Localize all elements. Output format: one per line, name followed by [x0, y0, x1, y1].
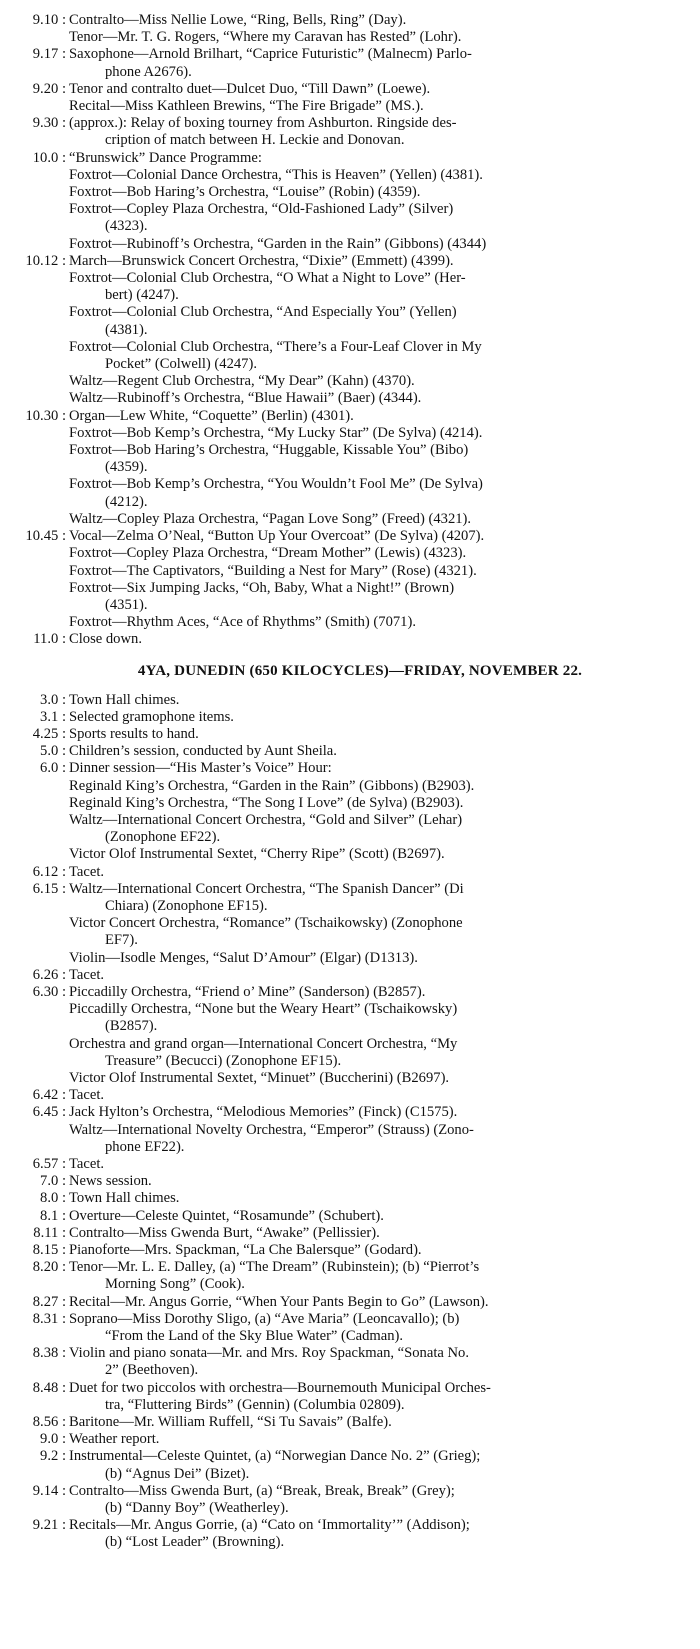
entry-text-line: 2” (Beethoven). — [105, 1362, 199, 1379]
entry-text-line: Overture—Celeste Quintet, “Rosamunde” (Schubert). — [69, 1207, 384, 1224]
entry-text-line: Foxtrot—Bob Kemp’s Orchestra, “My Lucky Star” (De Sylva) (4214). — [69, 424, 483, 441]
entry-text-line: Tacet. — [69, 863, 105, 880]
programme-entry — [0, 563, 700, 580]
programme-entry — [0, 1001, 700, 1035]
entry-text-line: Tenor—Mr. T. G. Rogers, “Where my Caravan has Rested” (Lohr). — [69, 29, 462, 46]
entry-text-line: Jack Hylton’s Orchestra, “Melodious Memories” (Finck) (C1575). — [69, 1104, 458, 1121]
programme-entry — [0, 373, 700, 390]
entry-time: 9.0 : — [40, 1431, 66, 1448]
entry-text-line: Town Hall chimes. — [69, 691, 180, 708]
entry-text-line: cription of match between H. Leckie and Donovan. — [105, 132, 405, 149]
entry-text-line: (b) “Agnus Dei” (Bizet). — [105, 1465, 250, 1482]
programme-entry — [0, 760, 700, 777]
entry-text-line: Violin and piano sonata—Mr. and Mrs. Roy Spackman, “Sonata No. — [69, 1345, 469, 1362]
entry-time: 10.30 : — [25, 407, 66, 424]
entry-text-line: Foxtrot—Copley Plaza Orchestra, “Old-Fashioned Lady” (Silver) — [69, 201, 454, 218]
entry-text-line: Reginald King’s Orchestra, “Garden in the Rain” (Gibbons) (B2903). — [69, 777, 475, 794]
programme-entry — [0, 425, 700, 442]
entry-time: 8.11 : — [33, 1224, 66, 1241]
entry-text-line: Saxophone—Arnold Brilhart, “Caprice Futuristic” (Malnecm) Parlo- — [69, 46, 472, 63]
entry-text-line: phone EF22). — [105, 1138, 185, 1155]
entry-text-line: Piccadilly Orchestra, “None but the Weary Heart” (Tschaikowsky) — [69, 1001, 458, 1018]
entry-text-line: Tenor—Mr. L. E. Dalley, (a) “The Dream” (Rubinstein); (b) “Pierrot’s — [69, 1259, 480, 1276]
programme-entry — [0, 692, 700, 709]
entry-time: 6.0 : — [40, 760, 66, 777]
entry-time: 4.25 : — [32, 725, 66, 742]
entry-text-line: Morning Song” (Cook). — [105, 1276, 245, 1293]
entry-time: 3.1 : — [40, 708, 66, 725]
entry-text-line: Vocal—Zelma O’Neal, “Button Up Your Overcoat” (De Sylva) (4207). — [69, 528, 485, 545]
entry-text-line: Tacet. — [69, 966, 105, 983]
entry-text-line: Foxtrot—Bob Kemp’s Orchestra, “You Wouldn’t Fool Me” (De Sylva) — [69, 476, 483, 493]
entry-text-line: Sports results to hand. — [69, 725, 199, 742]
entry-text-line: Children’s session, conducted by Aunt Sheila. — [69, 743, 337, 760]
entry-text-line: Organ—Lew White, “Coquette” (Berlin) (4301). — [69, 407, 354, 424]
entry-text-line: Foxtrot—Colonial Club Orchestra, “There’s a Four-Leaf Clover in My — [69, 338, 482, 355]
entry-text-line: Close down. — [69, 631, 142, 648]
entry-text-line: Orchestra and grand organ—International Concert Orchestra, “My — [69, 1035, 458, 1052]
programme-entry — [0, 950, 700, 967]
entry-text-line: tra, “Fluttering Birds” (Gennin) (Columbia 02809). — [105, 1396, 405, 1413]
entry-text-line: phone A2676). — [105, 63, 192, 80]
entry-time: 9.30 : — [32, 115, 66, 132]
entry-text-line: Foxtrot—Copley Plaza Orchestra, “Dream Mother” (Lewis) (4323). — [69, 545, 467, 562]
entry-text-line: “From the Land of the Sky Blue Water” (Cadman). — [105, 1328, 404, 1345]
entry-time: 8.0 : — [40, 1190, 66, 1207]
programme-entry — [0, 1448, 700, 1482]
programme-entry — [0, 709, 700, 726]
entry-text-line: (Zonophone EF22). — [105, 829, 221, 846]
entry-text-line: bert) (4247). — [105, 287, 179, 304]
programme-entry — [0, 304, 700, 338]
entry-text-line: (b) “Lost Leader” (Browning). — [105, 1534, 285, 1551]
entry-text-line: Foxtrot—Bob Haring’s Orchestra, “Louise” (Robin) (4359). — [69, 184, 421, 201]
entry-time: 9.20 : — [32, 80, 66, 97]
entry-time: 9.14 : — [32, 1482, 66, 1499]
entry-text-line: Contralto—Miss Gwenda Burt, (a) “Break, Break, Break” (Grey); — [69, 1482, 455, 1499]
programme-entry — [0, 81, 700, 98]
entry-time: 6.30 : — [32, 983, 66, 1000]
entry-time: 5.0 : — [40, 743, 66, 760]
entry-text-line: “Brunswick” Dance Programme: — [69, 149, 262, 166]
programme-entry — [0, 511, 700, 528]
programme-entry — [0, 915, 700, 949]
programme-entry — [0, 1122, 700, 1156]
entry-time: 9.21 : — [32, 1517, 66, 1534]
entry-time: 8.27 : — [32, 1293, 66, 1310]
programme-entry — [0, 614, 700, 631]
programme-entry — [0, 1345, 700, 1379]
entry-text-line: Waltz—International Concert Orchestra, “The Spanish Dancer” (Di — [69, 880, 464, 897]
entry-text-line: Victor Olof Instrumental Sextet, “Minuet” (Buccherini) (B2697). — [69, 1069, 450, 1086]
programme-entry — [0, 29, 700, 46]
programme-entry — [0, 743, 700, 760]
entry-text-line: Town Hall chimes. — [69, 1190, 180, 1207]
programme-entry — [0, 12, 700, 29]
programme-entry — [0, 631, 700, 648]
programme-entry — [0, 115, 700, 149]
entry-time: 11.0 : — [33, 631, 66, 648]
programme-entry — [0, 1036, 700, 1070]
entry-text-line: Waltz—Rubinoff’s Orchestra, “Blue Hawaii” (Baer) (4344). — [69, 390, 422, 407]
programme-entry — [0, 1208, 700, 1225]
programme-entry — [0, 812, 700, 846]
entry-text-line: (4323). — [105, 218, 148, 235]
entry-text-line: Foxtrot—Rubinoff’s Orchestra, “Garden in the Rain” (Gibbons) (4344) — [69, 235, 487, 252]
entry-text-line: Tacet. — [69, 1156, 105, 1172]
entry-text-line: EF7). — [105, 932, 138, 949]
entry-time: 6.12 : — [32, 863, 66, 880]
entry-time: 6.57 : — [32, 1156, 66, 1172]
programme-entry — [0, 580, 700, 614]
programme-entry — [0, 1431, 700, 1448]
entry-text-line: Recital—Mr. Angus Gorrie, “When Your Pants Begin to Go” (Lawson). — [69, 1293, 489, 1310]
programme-entry — [0, 1087, 700, 1104]
entry-text-line: Victor Concert Orchestra, “Romance” (Tschaikowsky) (Zonophone — [69, 915, 463, 932]
programme-entry — [0, 1380, 700, 1414]
entry-text-line: Waltz—International Novelty Orchestra, “Emperor” (Strauss) (Zono- — [69, 1121, 474, 1138]
entry-time: 10.45 : — [25, 528, 66, 545]
christchurch-programme-section — [0, 12, 700, 649]
programme-entry — [0, 1173, 700, 1190]
entry-text-line: Tenor and contralto duet—Dulcet Duo, “Till Dawn” (Loewe). — [69, 80, 431, 97]
entry-text-line: Pocket” (Colwell) (4247). — [105, 356, 257, 373]
entry-text-line: Dinner session—“His Master’s Voice” Hour: — [69, 760, 332, 777]
entry-text-line: Foxtrot—Six Jumping Jacks, “Oh, Baby, What a Night!” (Brown) — [69, 579, 455, 596]
entry-time: 6.45 : — [32, 1104, 66, 1121]
programme-entry — [0, 184, 700, 201]
entry-text-line: (approx.): Relay of boxing tourney from Ashburton. Ringside des- — [69, 115, 457, 132]
entry-text-line: Baritone—Mr. William Ruffell, “Si Tu Savais” (Balfe). — [69, 1414, 392, 1431]
programme-entry — [0, 476, 700, 510]
entry-text-line: (b) “Danny Boy” (Weatherley). — [105, 1500, 289, 1517]
entry-time: 10.0 : — [32, 149, 66, 166]
entry-text-line: Foxtrot—Colonial Club Orchestra, “And Especially You” (Yellen) — [69, 304, 457, 321]
programme-entry — [0, 795, 700, 812]
programme-entry — [0, 98, 700, 115]
programme-entry — [0, 1294, 700, 1311]
programme-entry — [0, 1242, 700, 1259]
entry-text-line: Foxtrot—Rhythm Aces, “Ace of Rhythms” (Smith) (7071). — [69, 614, 416, 631]
programme-entry — [0, 167, 700, 184]
programme-entry — [0, 1190, 700, 1207]
programme-entry — [0, 150, 700, 167]
entry-time: 6.42 : — [32, 1087, 66, 1104]
entry-text-line: Weather report. — [69, 1431, 160, 1448]
programme-entry — [0, 545, 700, 562]
entry-time: 9.17 : — [32, 46, 66, 63]
programme-entry — [0, 1414, 700, 1431]
entry-time: 10.12 : — [25, 252, 66, 269]
station-heading: 4YA, DUNEDIN (650 KILOCYCLES)—FRIDAY, NOVEMBER 22. — [137, 662, 583, 679]
entry-time: 6.26 : — [32, 966, 66, 983]
programme-entry — [0, 846, 700, 863]
programme-entry — [0, 270, 700, 304]
entry-time: 9.2 : — [40, 1448, 66, 1465]
programme-entry — [0, 984, 700, 1001]
programme-entry — [0, 1225, 700, 1242]
programme-entry — [0, 726, 700, 743]
entry-time: 8.20 : — [32, 1259, 66, 1276]
programme-entry — [0, 46, 700, 80]
programme-entry — [0, 408, 700, 425]
entry-time: 7.0 : — [40, 1173, 66, 1190]
entry-text-line: Pianoforte—Mrs. Spackman, “La Che Balersque” (Godard). — [69, 1242, 422, 1259]
programme-entry — [0, 1483, 700, 1517]
entry-text-line: Victor Olof Instrumental Sextet, “Cherry Ripe” (Scott) (B2697). — [69, 846, 445, 863]
programme-entry — [0, 1104, 700, 1121]
entry-text-line: Recital—Miss Kathleen Brewins, “The Fire Brigade” (MS.). — [69, 98, 424, 115]
entry-text-line: Waltz—Copley Plaza Orchestra, “Pagan Love Song” (Freed) (4321). — [69, 510, 472, 527]
entry-text-line: (4212). — [105, 493, 148, 510]
programme-entry — [0, 528, 700, 545]
dunedin-programme-section — [0, 692, 700, 1552]
programme-entry — [0, 339, 700, 373]
entry-text-line: Foxtrot—Colonial Club Orchestra, “O What a Night to Love” (Her- — [69, 270, 466, 287]
entry-text-line: (4351). — [105, 596, 148, 613]
entry-text-line: Violin—Isodle Menges, “Salut D’Amour” (Elgar) (D1313). — [69, 949, 418, 966]
entry-time: 6.15 : — [32, 880, 66, 897]
programme-entry — [0, 201, 700, 235]
programme-entry — [0, 864, 700, 881]
entry-text-line: March—Brunswick Concert Orchestra, “Dixie” (Emmett) (4399). — [69, 252, 454, 269]
programme-entry — [0, 1517, 700, 1551]
entry-text-line: Recitals—Mr. Angus Gorrie, (a) “Cato on ‘Immortality’” (Addison); — [69, 1517, 470, 1534]
programme-entry — [0, 253, 700, 270]
programme-entry — [0, 236, 700, 253]
entry-text-line: Selected gramophone items. — [69, 708, 234, 725]
entry-time: 9.10 : — [32, 12, 66, 28]
entry-text-line: Foxtrot—Bob Haring’s Orchestra, “Huggable, Kissable You” (Bibo) — [69, 442, 469, 459]
programme-entry — [0, 778, 700, 795]
entry-text-line: Waltz—Regent Club Orchestra, “My Dear” (Kahn) (4370). — [69, 373, 415, 390]
entry-time: 8.56 : — [32, 1414, 66, 1431]
entry-text-line: Chiara) (Zonophone EF15). — [105, 897, 268, 914]
entry-text-line: Waltz—International Concert Orchestra, “Gold and Silver” (Lehar) — [69, 811, 463, 828]
programme-entry — [0, 1070, 700, 1087]
entry-text-line: Tacet. — [69, 1087, 105, 1104]
entry-time: 8.1 : — [40, 1207, 66, 1224]
entry-text-line: Duet for two piccolos with orchestra—Bournemouth Municipal Orches- — [69, 1379, 491, 1396]
entry-text-line: Treasure” (Becucci) (Zonophone EF15). — [105, 1052, 342, 1069]
entry-time: 8.15 : — [32, 1242, 66, 1259]
programme-entry — [0, 390, 700, 407]
entry-text-line: Reginald King’s Orchestra, “The Song I Love” (de Sylva) (B2903). — [69, 794, 464, 811]
programme-entry — [0, 881, 700, 915]
entry-text-line: Contralto—Miss Nellie Lowe, “Ring, Bells, Ring” (Day). — [69, 12, 407, 28]
programme-entry — [0, 1259, 700, 1293]
entry-text-line: (B2857). — [105, 1018, 158, 1035]
entry-text-line: Soprano—Miss Dorothy Sligo, (a) “Ave Maria” (Leoncavallo); (b) — [69, 1310, 460, 1327]
entry-text-line: (4381). — [105, 321, 148, 338]
entry-text-line: (4359). — [105, 459, 148, 476]
entry-time: 8.48 : — [32, 1379, 66, 1396]
entry-text-line: Foxtrot—The Captivators, “Building a Nest for Mary” (Rose) (4321). — [69, 562, 477, 579]
programme-entry — [0, 967, 700, 984]
programme-entry — [0, 1156, 700, 1173]
entry-text-line: Contralto—Miss Gwenda Burt, “Awake” (Pellissier). — [69, 1224, 380, 1241]
entry-time: 8.31 : — [32, 1310, 66, 1327]
entry-time: 8.38 : — [32, 1345, 66, 1362]
entry-text-line: News session. — [69, 1173, 152, 1190]
programme-entry — [0, 1311, 700, 1345]
entry-time: 3.0 : — [40, 691, 66, 708]
entry-text-line: Instrumental—Celeste Quintet, (a) “Norwegian Dance No. 2” (Grieg); — [69, 1448, 481, 1465]
entry-text-line: Piccadilly Orchestra, “Friend o’ Mine” (Sanderson) (B2857). — [69, 983, 426, 1000]
programme-entry — [0, 442, 700, 476]
entry-text-line: Foxtrot—Colonial Dance Orchestra, “This is Heaven” (Yellen) (4381). — [69, 166, 483, 183]
